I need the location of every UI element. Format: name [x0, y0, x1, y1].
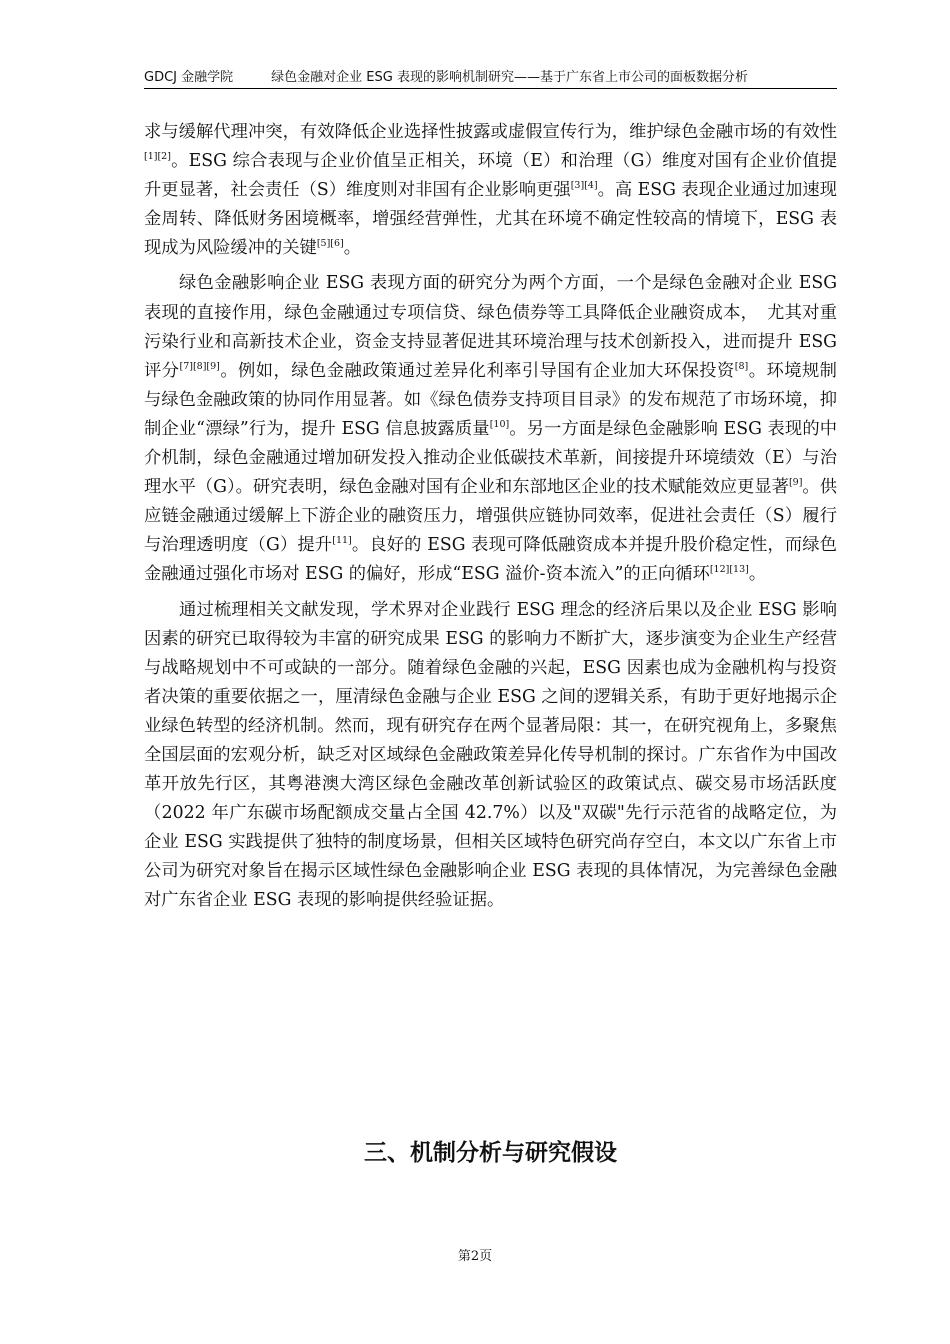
paragraph-2: [144, 269, 837, 589]
paragraph-1: [144, 118, 837, 263]
paragraph-text: 绿色金融影响企业 ESG 表现方面的研究分为两个方面，一个是绿色金融对企业 ESG 表现的直接作用，绿色金融通过专项信贷、绿色债券等工具降低企业融资成本， 尤其对重污染行业和高新技术企业，资金支持显著促进其环境治理与技术创新投入，进而提升 ESG 评分: [144, 273, 837, 381]
citation: [12][13]: [709, 564, 749, 576]
paper-title: 绿色金融对企业 ESG 表现的影响机制研究——基于广东省上市公司的面板数据分析: [271, 70, 748, 85]
paragraph-text: 。另一方面是绿色金融影响 ESG 表现的中介机制，绿色金融通过增加研发投入推动企业低碳技术革新，间接提升环境绩效（E）与治理水平（G）。研究表明，绿色金融对国有企业和东部地区企业的技术赋能效应更显著: [144, 418, 837, 498]
paragraph-text: 。良好的 ESG 表现可降低融资成本并提升股价稳定性，而绿色金融通过强化市场对 ESG 的偏好，形成“ESG 溢价-资本流入”的正向循环: [144, 535, 837, 585]
paragraph-text: 。例如，绿色金融政策通过差异化利率引导国有企业加大环保投资: [219, 360, 735, 381]
paragraph-text: 。: [343, 238, 362, 259]
citation: [7][8][9]: [179, 360, 220, 372]
paragraph-text: 求与缓解代理冲突，有效降低企业选择性披露或虚假宣传行为，维护绿色金融市场的有效性: [144, 122, 837, 142]
citation: [5][6]: [316, 238, 344, 250]
citation: [3][4]: [570, 180, 598, 192]
running-header: [144, 66, 837, 89]
journal-name: GDCJ 金融学院: [144, 70, 234, 85]
body-text: [144, 118, 837, 916]
citation: [1][2]: [144, 151, 171, 163]
paragraph-text: 。供应链金融通过缓解上下游企业的融资压力，增强供应链协同效率，促进社会责任（S）履行与治理透明度（G）提升: [144, 477, 837, 556]
paragraph-text: 。ESG 综合表现与企业价值呈正相关，环境（E）和治理（G）维度对国有企业价值提升更显著，社会责任（S）维度则对非国有企业影响更强: [144, 151, 837, 201]
paragraph-text: 。: [748, 564, 767, 585]
citation: [10]: [489, 418, 510, 430]
citation: [11]: [332, 535, 352, 547]
citation: [9]: [788, 477, 803, 489]
section-heading: 三、机制分析与研究假设: [364, 1140, 617, 1166]
page-number: 第2页: [457, 1249, 493, 1264]
paragraph-3: 通过梳理相关文献发现，学术界对企业践行 ESG 理念的经济后果以及企业 ESG 影响因素的研究已取得较为丰富的研究成果 ESG 的影响力不断扩大，逐步演变为企业生产经营与战略规划中不可或缺的一部分。随着绿色金融的兴起，ESG 因素也成为金融机构与投资者决策的重要依据之一，厘清绿色金融与企业 ESG 之间的逻辑关系，有助于更好地揭示企业绿色转型的经济机制。然而，现有研究存在两个显著局限：其一，在研究视角上，多聚焦全国层面的宏观分析，缺乏对区域绿色金融政策差异化传导机制的探讨。广东省作为中国改革开放先行区，其粤港澳大湾区绿色金融改革创新试验区的政策试点、碳交易市场活跃度（2022 年广东碳市场配额成交量占全国 42.7%）以及"双碳"先行示范省的战略定位，为企业 ESG 实践提供了独特的制度场景，但相关区域特色研究尚存空白，本文以广东省上市公司为研究对象旨在揭示区域性绿色金融影响企业 ESG 表现的具体情况，为完善绿色金融对广东省企业 ESG 表现的影响提供经验证据。: [144, 599, 837, 911]
citation: [8]: [734, 360, 749, 372]
paragraph-text: 。高 ESG 表现企业通过加速现金周转、降低财务困境概率，增强经营弹性，尤其在环境不确定性较高的情境下，ESG 表现成为风险缓冲的关键: [144, 180, 837, 259]
paragraph-text: 。环境规制与绿色金融政策的协同作用显著。如《绿色债券支持项目目录》的发布规范了市场环境，抑制企业“漂绿”行为，提升 ESG 信息披露质量: [144, 360, 837, 439]
